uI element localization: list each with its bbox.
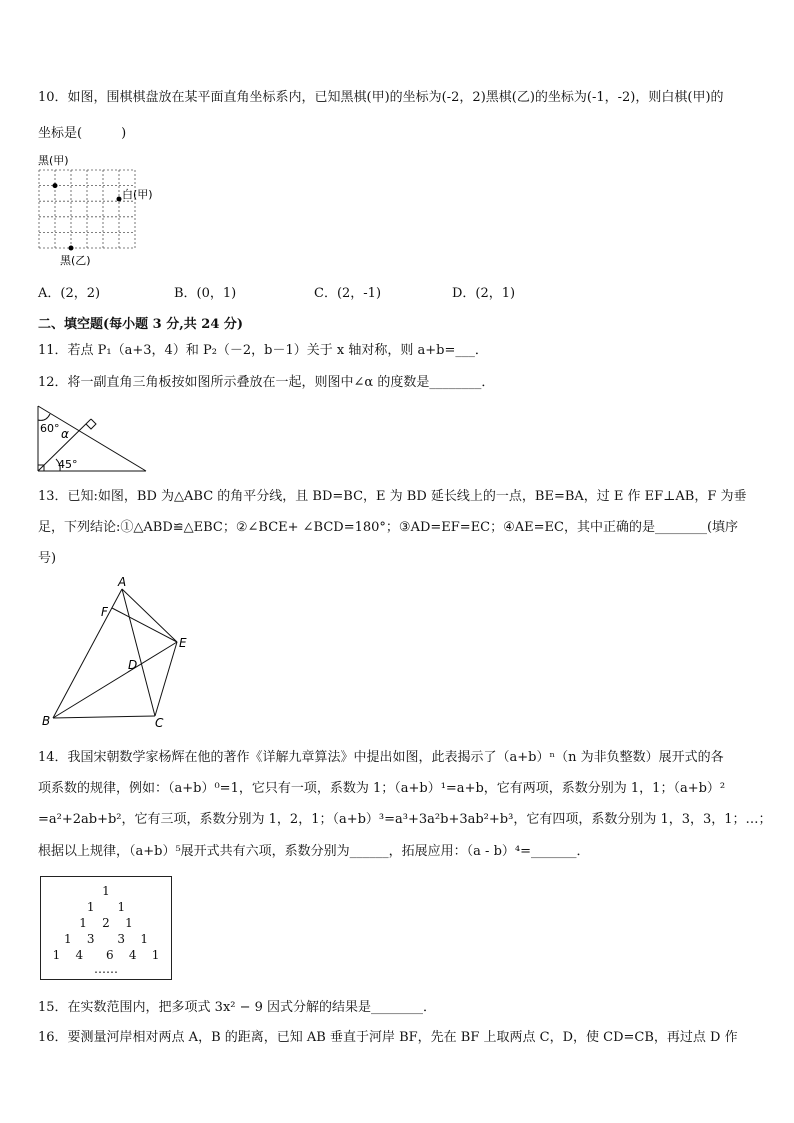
triangle-row-5: ……: [94, 962, 118, 976]
triangle-row-4: 1 4 6 4 1: [52, 948, 160, 962]
q14-line4: 根据以上规律，（a+b）⁵展开式共有六项，系数分别为______，拓展应用：（a - b）⁴=_______．: [38, 844, 590, 859]
q14-line2: 项系数的规律，例如：（a+b）⁰=1，它只有一项，系数为 1；（a+b）¹=a+b，它有两项，系数分别为 1，1；（a+b）²: [38, 781, 726, 796]
yang-hui-triangle: [40, 876, 172, 980]
black-stone-a: [53, 183, 58, 188]
angle-45-label: 45°: [58, 458, 78, 471]
triangle-row-3: 1 3 3 1: [64, 932, 148, 946]
q13-line3: 号): [38, 551, 57, 566]
black-stone-b: [69, 246, 74, 251]
angle-60-label: 60°: [40, 422, 60, 435]
q10-line2: 坐标是( ): [38, 126, 127, 141]
white-a-label: 白(甲): [122, 188, 153, 201]
set-square-figure: [34, 402, 154, 476]
q15-text: 15．在实数范围内，把多项式 3x² − 9 因式分解的结果是________．: [38, 1000, 437, 1015]
triangle-row-0: 1: [102, 884, 110, 898]
triangle-figure: [34, 576, 204, 734]
point-b-label: B: [42, 714, 51, 728]
point-c-label: C: [155, 716, 164, 730]
q12-text: 12．将一副直角三角板按如图所示叠放在一起，则图中∠α 的度数是________．: [38, 375, 495, 390]
triangle-row-1: 1 1: [86, 900, 126, 914]
q10-option-a: A．(2，2): [38, 286, 101, 301]
triangle-row-2: 1 2 1: [79, 916, 133, 930]
black-b-label: 黑(乙): [60, 254, 91, 267]
section-heading: 二、填空题(每小题 3 分,共 24 分): [38, 317, 244, 332]
q10-option-b: B．(0，1): [174, 286, 237, 301]
point-f-label: F: [101, 605, 108, 619]
q10-option-d: D．(2，1): [452, 286, 516, 301]
q10-line1: 10．如图，围棋棋盘放在某平面直角坐标系内，已知黑棋(甲)的坐标为(-2，2)黑棋(乙)的坐标为(-1，-2)，则白棋(甲)的: [38, 90, 724, 105]
q11-text: 11．若点 P₁（a+3，4）和 P₂（－2，b－1）关于 x 轴对称，则 a+b=___．: [38, 343, 488, 358]
angle-alpha-label: α: [61, 427, 69, 441]
black-a-label: 黑(甲): [38, 154, 69, 167]
q16-text: 16．要测量河岸相对两点 A，B 的距离，已知 AB 垂直于河岸 BF，先在 BF 上取两点 C，D，使 CD=CB，再过点 D 作: [38, 1030, 738, 1045]
q14-line3: =a²+2ab+b²，它有三项，系数分别为 1，2，1；（a+b）³=a³+3a²b+3ab²+b³，它有四项，系数分别为 1，3，3，1；…；: [38, 812, 772, 827]
point-d-label: D: [128, 658, 138, 672]
q10-option-c: C．(2，-1): [314, 286, 382, 301]
q13-line2: 足，下列结论:①△ABD≌△EBC；②∠BCE+ ∠BCD=180°；③AD=EF=EC；④AE=EC，其中正确的是________(填序: [38, 520, 739, 535]
q13-line1: 13．已知:如图，BD 为△ABC 的角平分线，且 BD=BC，E 为 BD 延长线上的一点，BE=BA，过 E 作 EF⊥AB，F 为垂: [38, 489, 747, 504]
white-stone-a: [117, 197, 122, 202]
q14-line1: 14．我国宋朝数学家杨辉在他的著作《详解九章算法》中提出如图，此表揭示了（a+b）ⁿ（n 为非负整数）展开式的各: [38, 750, 724, 765]
point-e-label: E: [179, 636, 187, 650]
point-a-label: A: [118, 576, 127, 589]
go-board-figure: [30, 150, 180, 270]
